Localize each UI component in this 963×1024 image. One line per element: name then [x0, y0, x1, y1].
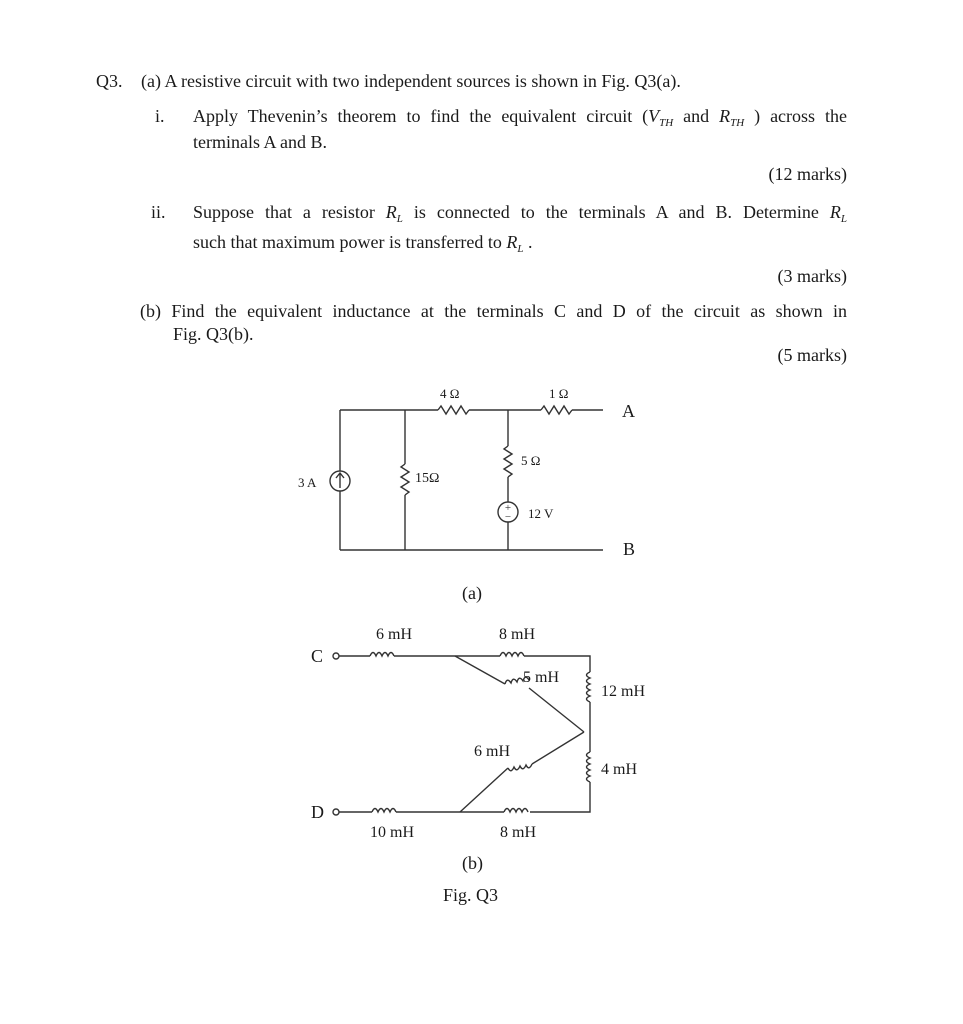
sub-i-marks: (12 marks) — [768, 164, 847, 184]
rl-symbol: R — [385, 202, 397, 222]
label-5mh: 5 mH — [523, 669, 559, 686]
diagonal-node-6mh — [532, 732, 584, 764]
terminal-c — [333, 653, 339, 659]
label-4mh: 4 mH — [601, 761, 637, 778]
label-8mh-top: 8 mH — [499, 626, 535, 643]
label-3a: 3 A — [298, 475, 317, 490]
label-12mh: 12 mH — [601, 683, 645, 700]
label-6mh-mid: 6 mH — [474, 743, 510, 760]
inductor-8mh-top — [500, 653, 524, 657]
label-5ohm: 5 Ω — [521, 453, 541, 468]
resistor-1ohm — [541, 406, 572, 414]
sub-i-label: i. — [155, 106, 165, 126]
inductor-6mh-mid — [508, 764, 532, 771]
question-number: Q3. — [96, 71, 123, 91]
sub-ii-label: ii. — [151, 202, 166, 222]
vs-minus: − — [504, 511, 512, 523]
rl-symbol-2: R — [829, 202, 841, 222]
part-a-intro: (a) A resistive circuit with two independent sources is shown in Fig. Q3(a). — [141, 71, 681, 91]
inductor-12mh — [587, 672, 591, 702]
resistor-15ohm — [401, 464, 409, 495]
terminal-d-label: D — [311, 802, 324, 822]
rl-symbol-3: R — [506, 232, 518, 252]
sub-ii-text-2: is connected to the terminals A and B. Determine — [413, 202, 819, 222]
circuit-a — [330, 406, 603, 550]
resistor-4ohm — [438, 406, 469, 414]
label-6mh-top: 6 mH — [376, 626, 412, 643]
part-b-marks: (5 marks) — [777, 345, 847, 365]
part-b-line-2: Fig. Q3(b). — [173, 324, 254, 344]
label-1ohm: 1 Ω — [549, 386, 569, 401]
rth-subscript: TH — [730, 117, 745, 129]
diagonal-6mh-d — [460, 768, 508, 812]
resistor-5ohm — [504, 446, 512, 477]
caption-b: (b) — [462, 853, 483, 873]
caption-a: (a) — [462, 583, 482, 603]
figure-caption: Fig. Q3 — [443, 885, 499, 905]
sub-i-text-2: ) across the — [754, 106, 847, 126]
label-8mh-bot: 8 mH — [500, 824, 536, 841]
sub-ii-text-1: Suppose that a resistor — [193, 202, 375, 222]
terminal-b-label: B — [623, 539, 636, 559]
terminal-c-label: C — [311, 646, 324, 666]
sub-ii-line2-text: such that maximum power is transferred to — [193, 232, 502, 252]
sub-i-line-2: terminals A and B. — [193, 132, 327, 152]
inductor-4mh — [587, 752, 591, 782]
vth-subscript: TH — [659, 117, 674, 129]
inductor-10mh — [372, 809, 396, 813]
wire-right-bottom — [530, 782, 590, 812]
vs-plus: + — [504, 502, 512, 514]
rth-symbol: R — [719, 106, 731, 126]
label-15ohm: 15Ω — [415, 471, 440, 486]
diagonal-5mh-node — [529, 688, 584, 732]
sub-i-text-1: Apply Thevenin’s theorem to find the equivalent circuit ( — [193, 106, 649, 126]
rl-subscript-2: L — [840, 213, 847, 225]
rl-subscript-3: L — [517, 243, 524, 255]
inductor-8mh-bot — [504, 809, 528, 813]
terminal-a-label: A — [622, 401, 635, 421]
sub-ii-marks: (3 marks) — [777, 266, 847, 286]
rl-subscript: L — [396, 213, 403, 225]
label-12v: 12 V — [528, 506, 554, 521]
inductor-6mh-top — [370, 653, 394, 657]
terminal-d — [333, 809, 339, 815]
vth-symbol: V — [648, 106, 660, 126]
sub-i-and: and — [673, 106, 720, 126]
sub-ii-line2-period: . — [528, 232, 533, 252]
diagonal-c-5mh — [455, 656, 505, 684]
part-b-line-1: (b) Find the equivalent inductance at the terminals C and D of the circuit as shown in — [140, 301, 847, 321]
label-4ohm: 4 Ω — [440, 386, 460, 401]
label-10mh: 10 mH — [370, 824, 414, 841]
